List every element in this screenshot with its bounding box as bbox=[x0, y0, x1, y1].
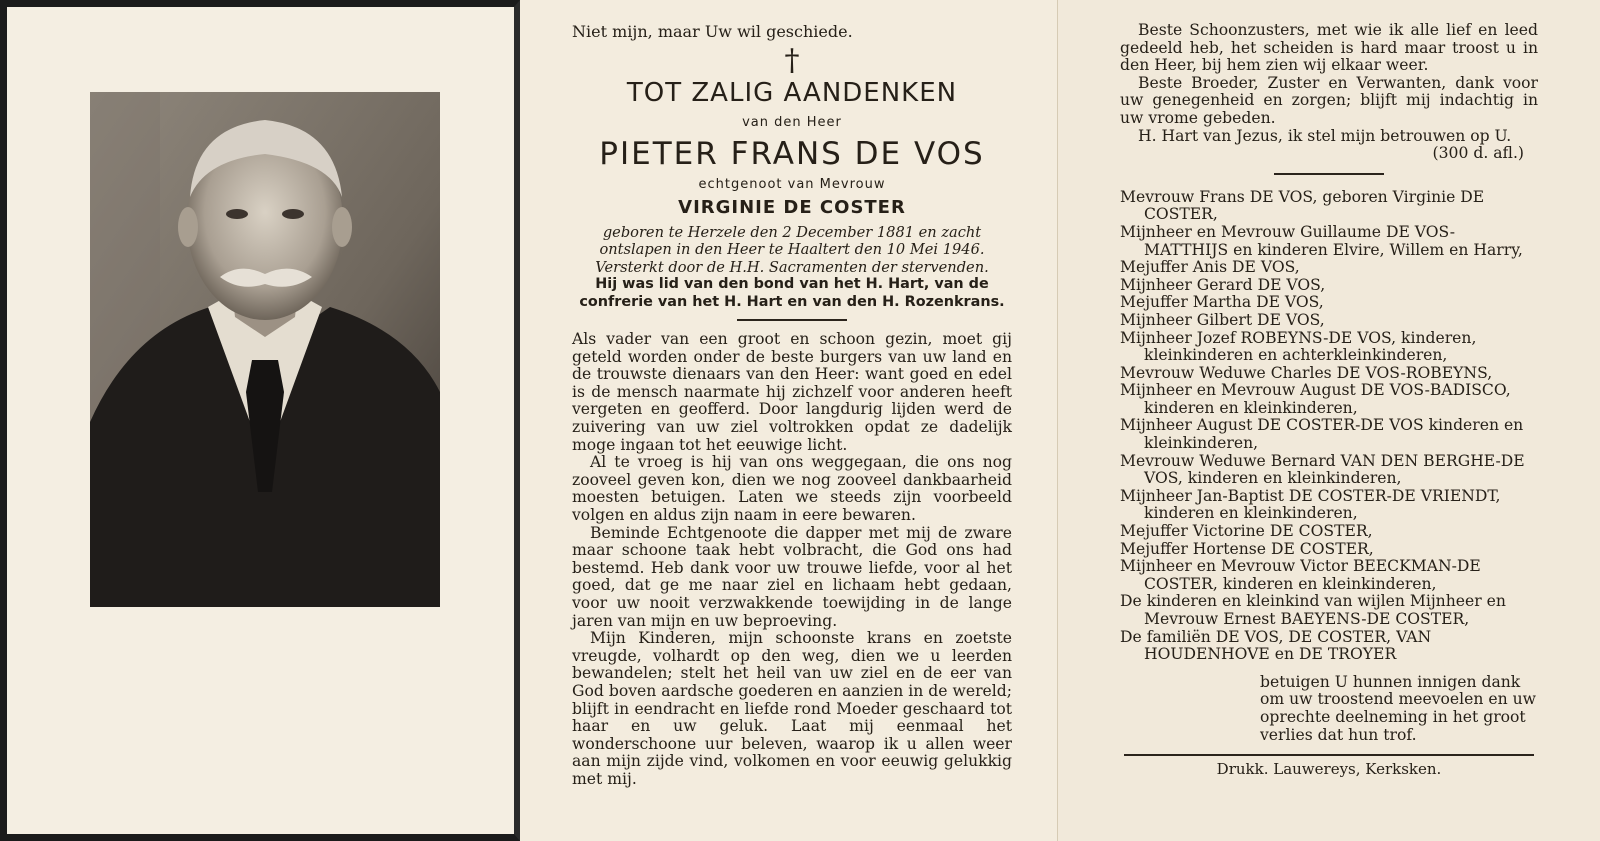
divider bbox=[1124, 754, 1534, 756]
portrait-photo bbox=[90, 92, 440, 607]
divider bbox=[1274, 173, 1384, 175]
family-member-line: Mijnheer en Mevrouw Guillaume DE VOS-MATTHIJS en kinderen Elvire, Willem en Harry, bbox=[1120, 222, 1523, 259]
motto: Niet mijn, maar Uw wil geschiede. bbox=[572, 22, 853, 41]
birth-line: Versterkt door de H.H. Sacramenten der stervenden. bbox=[595, 258, 989, 276]
prayer-line: H. Hart van Jezus, ik stel mijn betrouwen op U. bbox=[1138, 126, 1512, 145]
closing-text bbox=[1120, 674, 1538, 744]
membership-line: Hij was lid van den bond van het H. Hart, van de bbox=[595, 276, 989, 293]
family-member-line: Mijnheer Gilbert DE VOS, bbox=[1120, 310, 1325, 329]
memorial-heading: TOT ZALIG AANDENKEN bbox=[626, 78, 958, 108]
birth-death-info bbox=[572, 224, 1012, 276]
divider bbox=[737, 319, 847, 321]
printer-credit: Drukk. Lauwereys, Kerksken. bbox=[1216, 759, 1442, 778]
family-member-line: Mijnheer Jan-Baptist DE COSTER-DE VRIENDT, kinderen en kleinkinderen, bbox=[1120, 486, 1501, 523]
family-member-line: Mevrouw Weduwe Bernard VAN DEN BERGHE-DE VOS, kinderen en kleinkinderen, bbox=[1120, 451, 1525, 488]
closing-line: om uw troostend meevoelen en uw bbox=[1260, 690, 1536, 709]
indulgence-note: (300 d. afl.) bbox=[1432, 144, 1524, 163]
family-member-line: De kinderen en kleinkind van wijlen Mijnheer en Mevrouw Ernest BAEYENS-DE COSTER, bbox=[1120, 592, 1506, 628]
deceased-name: PIETER FRANS DE VOS bbox=[599, 136, 985, 172]
closing-line: betuigen U hunnen innigen dank bbox=[1260, 672, 1521, 691]
memorial-body bbox=[572, 331, 1012, 788]
birth-line: geboren te Herzele den 2 December 1881 en zacht bbox=[602, 224, 982, 241]
closing-line: oprechte deelneming in het groot bbox=[1260, 707, 1526, 726]
photo-panel bbox=[0, 0, 520, 841]
family-member-line: Mijnheer en Mevrouw Victor BEECKMAN-DE COSTER, kinderen en kleinkinderen, bbox=[1120, 557, 1481, 593]
cross-symbol: † bbox=[784, 43, 800, 78]
family-member-line: Mijnheer August DE COSTER-DE VOS kinderen en kleinkinderen, bbox=[1120, 416, 1524, 453]
body-paragraph: Als vader van een groot en schoon gezin, moet gij geteld worden onder de beste burgers van uw land en de trouwste dienaars van den Heer: want goed en edel is de mensch naarmate hij zichzelf voor anderen heeft vergeten en geofferd. Door langdurig lijden werd de zuivering van uw ziel voltrokken opdat ze dadelijk moge ingaan tot het eeuwige licht. bbox=[572, 330, 1012, 454]
family-member-line: De familiën DE VOS, DE COSTER, VAN HOUDENHOVE en DE TROYER bbox=[1120, 627, 1432, 664]
body-paragraph: Beminde Echtgenoote die dapper met mij de zware maar schoone taak hebt volbracht, die God ons had bestemd. Heb dank voor uw trouwe liefde, voor al het goed, dat ge me naar ziel en lichaam hebt gedaan, voor uw nooit verzwakkende toewijding in de lange jaren van mijn en uw beproeving. bbox=[572, 523, 1012, 630]
body-paragraph: Mijn Kinderen, mijn schoonste krans en zoetste vreugde, volhardt op den weg, dien we u leerden bewandelen; stelt het heil van uw ziel en de eer van God boven aardsche goederen en aanzien in de wereld; blijft in eendracht en liefde rond Moeder geschaard tot haar en uw geluk. Laat mij eenmaal het wonderschoone uur beleven, waarop ik u allen weer aan mijn zijde vind, volkomen en voor eeuwig gelukkig met mij. bbox=[572, 629, 1012, 788]
membership-line: confrerie van het H. Hart en van den H. Rozenkrans. bbox=[579, 293, 1005, 310]
body-paragraph: Al te vroeg is hij van ons weggegaan, die ons nog zooveel geven kon, dien we nog zooveel dankbaarheid moesten betuigen. Laten we steeds zijn voorbeeld volgen en aldus zijn naam in eere bewaren. bbox=[572, 453, 1012, 524]
closing-line: verlies dat hun trof. bbox=[1260, 725, 1417, 744]
family-member-line: Mejuffer Victorine DE COSTER, bbox=[1120, 522, 1373, 541]
van-den-heer: van den Heer bbox=[742, 115, 842, 130]
family-member-line: Mejuffer Anis DE VOS, bbox=[1120, 258, 1300, 277]
family-member-line: Mijnheer en Mevrouw August DE VOS-BADISCO, kinderen en kleinkinderen, bbox=[1120, 381, 1511, 417]
spouse-name: VIRGINIE DE COSTER bbox=[678, 197, 906, 218]
family-list bbox=[1120, 189, 1538, 664]
farewell-paragraph: Beste Schoonzusters, met wie ik alle lief en leed gedeeld heb, het scheiden is hard maar troost u in den Heer, bij hem zien wij elkaar weer. bbox=[1120, 21, 1538, 75]
family-member-line: Mejuffer Hortense DE COSTER, bbox=[1120, 539, 1374, 558]
birth-line: ontslapen in den Heer te Haaltert den 10 Mei 1946. bbox=[599, 241, 985, 259]
portrait-illustration bbox=[90, 92, 440, 607]
family-member-line: Mejuffer Martha DE VOS, bbox=[1120, 293, 1324, 312]
farewell-text bbox=[1120, 22, 1538, 128]
family-member-line: Mevrouw Weduwe Charles DE VOS-ROBEYNS, bbox=[1120, 363, 1493, 382]
spouse-prefix: echtgenoot van Mevrouw bbox=[698, 177, 886, 192]
family-panel bbox=[1058, 0, 1600, 841]
family-member-line: Mevrouw Frans DE VOS, geboren Virginie DE COSTER, bbox=[1120, 187, 1485, 224]
farewell-paragraph: Beste Broeder, Zuster en Verwanten, dank voor uw genegenheid en zorgen; blijft mij indachtig in uw vrome gebeden. bbox=[1120, 73, 1538, 127]
family-member-line: Mijnheer Gerard DE VOS, bbox=[1120, 275, 1326, 294]
membership-info bbox=[572, 276, 1012, 311]
memorial-text-panel bbox=[520, 0, 1058, 841]
family-member-line: Mijnheer Jozef ROBEYNS-DE VOS, kinderen, kleinkinderen en achterkleinkinderen, bbox=[1120, 328, 1477, 365]
